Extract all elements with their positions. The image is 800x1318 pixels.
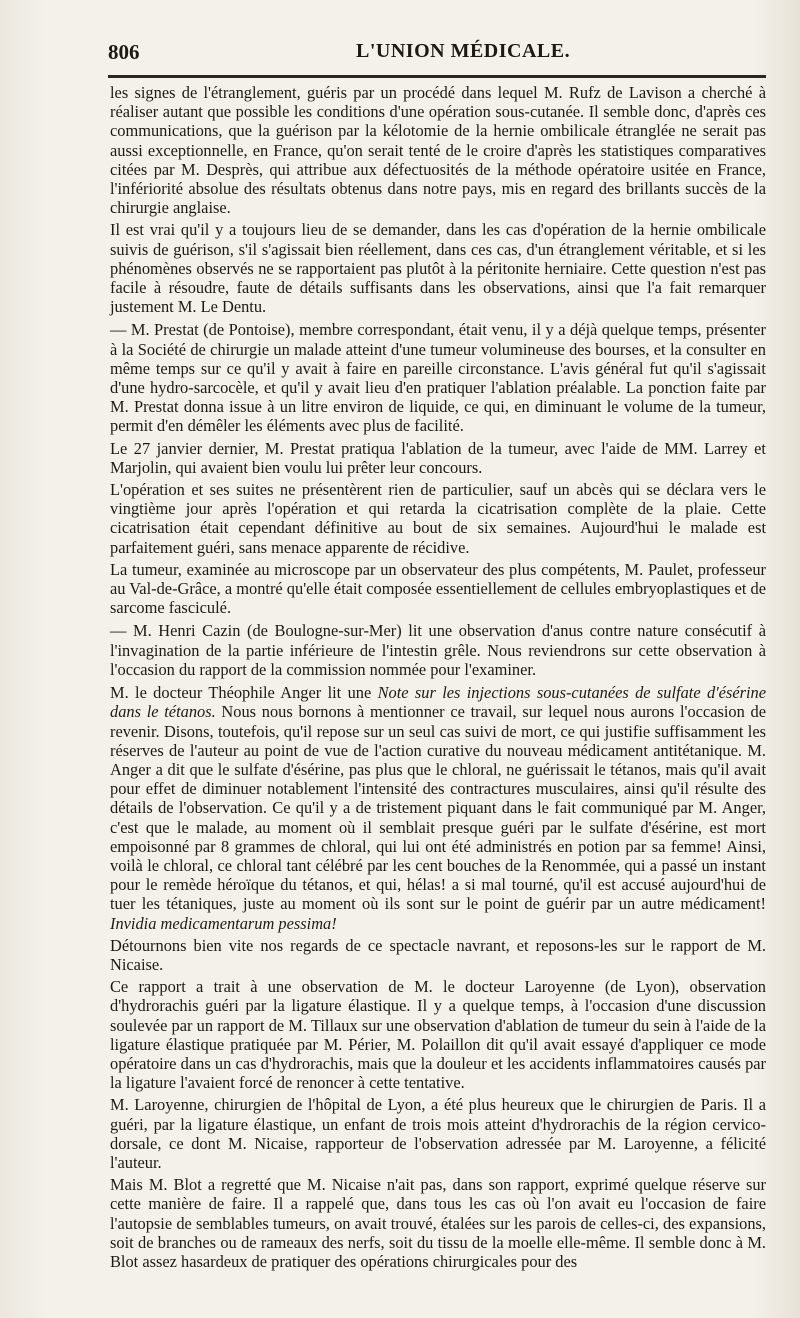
paragraph: Le 27 janvier dernier, M. Prestat pratiqua l'ablation de la tumeur, avec l'aide de MM. Larrey et Marjolin, qui avaient bien voulu lui prêter leur concours. bbox=[110, 438, 766, 477]
paragraph: L'opération et ses suites ne présentèrent rien de particulier, sauf un abcès qui se déclara vers le vingtième jour après l'opération et qui retarda la cicatrisation complète de la plaie. Cette cicatrisation était cependant définitive au bout de six semaines. Aujourd'hui le malade est parfaitement guéri, sans menace apparente de récidive. bbox=[110, 480, 766, 557]
paragraph: M. Laroyenne, chirurgien de l'hôpital de Lyon, a été plus heureux que le chirurgien de Paris. Il a guéri, par la ligature élastique, un enfant de trois mois atteint d'hydrorachis de la région cervico-dorsale, ce dont M. Nicaise, rapporteur de l'observation adressée par M. Laroyenne, a félicité l'auteur. bbox=[110, 1095, 766, 1172]
paragraph-text: Nous nous bornons à mentionner ce travail, sur lequel nous aurons l'occasion de revenir. Disons, toutefois, qu'il repose sur un seul cas suivi de mort, ce qui justifie suffisamment les réserves de l'auteur au point de vue de l'action curative du nouveau médicament antitétanique. M. Anger a dit que le sulfate d'ésérine, pas plus que le chloral, ne guérissait le tétanos, mais qu'il avait pour effet de diminuer notablement l'intensité des contractures musculaires, ainsi qu'il résulte des détails de l'observation. Ce qu'il y a de tristement piquant dans le fait communiqué par M. Anger, c'est que le malade, au moment où il semblait presque guéri par le sulfate d'ésérine, est mort empoisonné par 8 grammes de chloral, qui lui ont été administrés en potion par sa femme! Ainsi, voilà le chloral, ce chloral tant célébré par les cent bouches de la Renommée, qui a passé un instant pour le remède héroïque du tétanos, et qui, hélas! a si mal tourné, qu'il est accusé aujourd'hui de tuer les tétaniques, juste au moment où ils sont sur le point de guérir par un autre médicament! bbox=[110, 702, 767, 914]
article-body bbox=[110, 83, 766, 1274]
page-header bbox=[108, 40, 768, 70]
paragraph-anger bbox=[110, 683, 766, 933]
paragraph: Détournons bien vite nos regards de ce spectacle navrant, et reposons-les sur le rapport de M. Nicaise. bbox=[110, 935, 766, 974]
paragraph-text: M. le docteur Théophile Anger lit une bbox=[110, 683, 378, 703]
header-rule bbox=[108, 75, 766, 78]
page-number: 806 bbox=[108, 40, 140, 64]
paragraph: Il est vrai qu'il y a toujours lieu de se demander, dans les cas d'opération de la hernie ombilicale suivis de guérison, s'il s'agissait bien réellement, dans ces cas, d'un étranglement véritable, et si les phénomènes observés ne se rapportaient pas plutôt à la péritonite herniaire. Cette question n'est pas facile à résoudre, faute de détails suffisants dans les observations, ainsi que l'a fait remarquer justement M. Le Dentu. bbox=[110, 220, 766, 317]
paragraph-italic-quote: Invidia medicamentarum pessima! bbox=[110, 913, 337, 933]
paragraph: Mais M. Blot a regretté que M. Nicaise n'ait pas, dans son rapport, exprimé quelque réserve sur cette manière de faire. Il a rappelé que, dans tous les cas où l'on avait eu l'occasion de faire l'autopsie de semblables tumeurs, on avait trouvé, étalées sur les parois de celles-ci, des expansions, soit de branches ou de rameaux des nerfs, soit du tissu de la moelle elle-même. Il semble donc à M. Blot assez hasardeux de pratiquer des opérations chirurgicales pour des bbox=[110, 1175, 766, 1271]
paragraph: La tumeur, examinée au microscope par un observateur des plus compétents, M. Paulet, professeur au Val-de-Grâce, a montré qu'elle était composée essentiellement de cellules embryoplastiques et de sarcome fasciculé. bbox=[110, 559, 766, 618]
paragraph: — M. Prestat (de Pontoise), membre correspondant, était venu, il y a déjà quelque temps, présenter à la Société de chirurgie un malade atteint d'une tumeur volumineuse des bourses, et la consulter en même temps sur ce qu'il y avait à faire en pareille circonstance. L'avis général fut qu'il s'agissait d'une hydro-sarcocèle, et qu'il y avait lieu d'en pratiquer l'ablation préalable. La ponction faite par M. Prestat donna issue à un litre environ de liquide, ce qui, en diminuant le volume de la tumeur, permit d'en démêler les éléments avec plus de facilité. bbox=[110, 320, 766, 436]
paragraph: — M. Henri Cazin (de Boulogne-sur-Mer) lit une observation d'anus contre nature consécutif à l'invagination de la partie inférieure de l'intestin grêle. Nous reviendrons sur cette observation à l'occasion du rapport de la commission nommée pour l'examiner. bbox=[110, 621, 766, 679]
running-title: L'UNION MÉDICALE. bbox=[356, 40, 571, 62]
paragraph: Ce rapport a trait à une observation de M. le docteur Laroyenne (de Lyon), observation d'hydrorachis guéri par la ligature élastique. Il y a quelque temps, à l'occasion d'une discussion soulevée par un rapport de M. Tillaux sur une observation d'ablation de tumeur du sein à l'aide de la ligature élastique pratiquée par M. Périer, M. Polaillon dit qu'il avait essayé d'appliquer ce mode opératoire dans un cas d'hydrorachis, mais que la douleur et les accidents inflammatoires causés par la ligature l'avaient forcé de renoncer à cette tentative. bbox=[110, 977, 766, 1093]
paragraph-italic-title: Note sur les injections sous-cutanées de sulfate d'ésérine dans le tétanos. bbox=[110, 683, 766, 722]
paragraph: les signes de l'étranglement, guéris par un procédé dans lequel M. Rufz de Lavison a cherché à réaliser autant que possible les conditions d'une opération sous-cutanée. Il semble donc, d'après ces communications, que la guérison par la kélotomie de la hernie ombilicale étranglée ne serait pas aussi exceptionnelle, en France, qu'on serait tenté de le croire d'après les statistiques comparatives citées par M. Desprès, qui attribue aux défectuosités de la méthode opératoire usitée en France, l'infériorité absolue des résultats obtenus dans notre pays, mis en regard des brillants succès de la chirurgie anglaise. bbox=[110, 83, 766, 218]
